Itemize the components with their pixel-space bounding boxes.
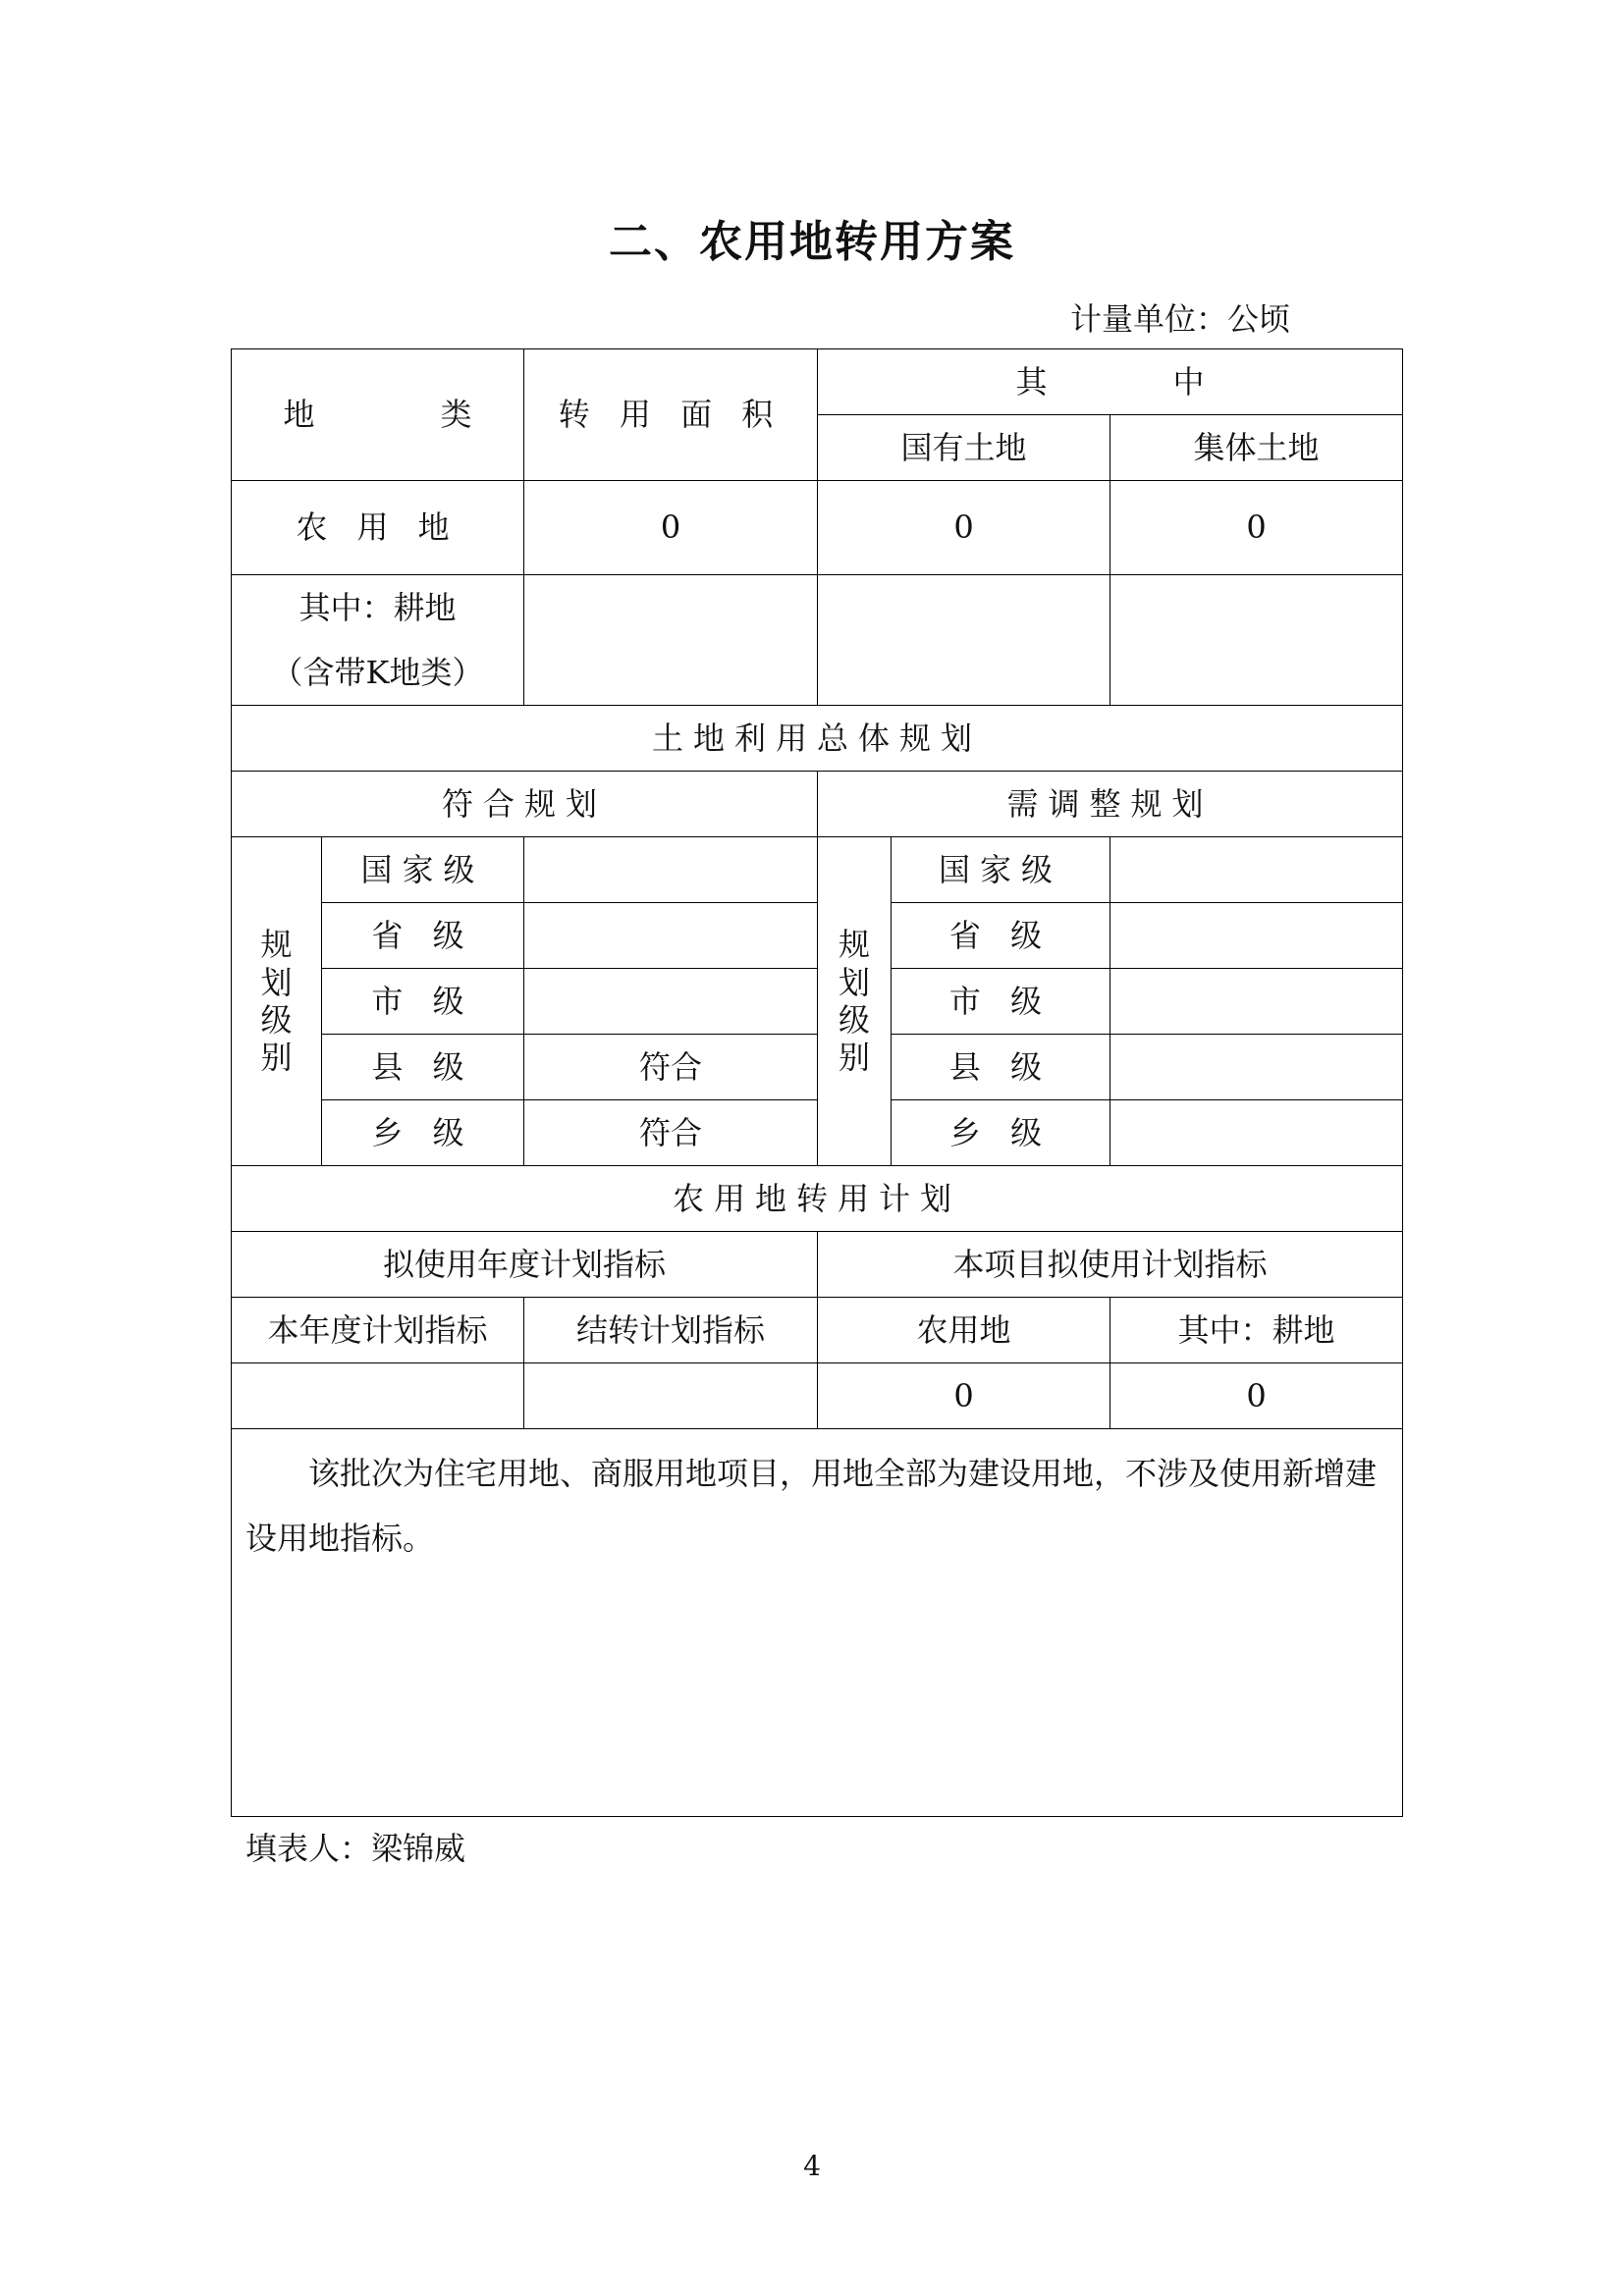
level-char: 划 xyxy=(839,963,871,1001)
level-township: 乡 级 xyxy=(322,1100,524,1166)
row-cultivated-line1: 其中：耕地 xyxy=(298,589,457,626)
header-collective-land: 集体土地 xyxy=(1110,415,1403,481)
plan-level-label-left xyxy=(232,837,322,1166)
adjust-municipal xyxy=(1110,969,1403,1035)
row-agri-state: 0 xyxy=(818,481,1110,575)
adjust-township xyxy=(1110,1100,1403,1166)
header-state-land: 国有土地 xyxy=(818,415,1110,481)
level-municipal: 市 级 xyxy=(322,969,524,1035)
level-char: 别 xyxy=(260,1039,293,1077)
conform-national xyxy=(524,837,818,903)
level-char: 规 xyxy=(260,926,293,964)
header-land-type: 地 类 xyxy=(232,349,524,481)
adjust-level-county: 县 级 xyxy=(892,1035,1110,1100)
level-char: 规 xyxy=(839,926,871,964)
adjust-provincial xyxy=(1110,903,1403,969)
sub-header-agri: 农用地 xyxy=(818,1298,1110,1363)
adjust-level-national: 国家级 xyxy=(892,837,1110,903)
conform-county: 符合 xyxy=(524,1035,818,1100)
plan-level-label-right xyxy=(818,837,892,1166)
filler-label: 填表人：梁锦威 xyxy=(245,1830,466,1867)
header-converted-area: 转 用 面 积 xyxy=(524,349,818,481)
row-cultivated-area xyxy=(524,575,818,706)
row-agri-collective: 0 xyxy=(1110,481,1403,575)
quota-carryover xyxy=(524,1363,818,1429)
plan-conform-heading: 符合规划 xyxy=(232,772,818,837)
adjust-level-township: 乡 级 xyxy=(892,1100,1110,1166)
level-char: 级 xyxy=(260,1001,293,1039)
adjust-level-municipal: 市 级 xyxy=(892,969,1110,1035)
header-of-which: 其 中 xyxy=(818,349,1403,415)
quota-agri: 0 xyxy=(818,1363,1110,1429)
project-quota-heading: 本项目拟使用计划指标 xyxy=(818,1232,1403,1298)
conform-township: 符合 xyxy=(524,1100,818,1166)
conform-municipal xyxy=(524,969,818,1035)
row-agri-label: 农 用 地 xyxy=(232,481,524,575)
conform-provincial xyxy=(524,903,818,969)
level-provincial: 省 级 xyxy=(322,903,524,969)
row-cultivated-collective xyxy=(1110,575,1403,706)
plan-section-heading: 土地利用总体规划 xyxy=(232,706,1403,772)
page-number: 4 xyxy=(803,2150,821,2182)
row-cultivated-state xyxy=(818,575,1110,706)
sub-header-current-year: 本年度计划指标 xyxy=(232,1298,524,1363)
level-char: 别 xyxy=(839,1039,871,1077)
adjust-national xyxy=(1110,837,1403,903)
quota-cultivated: 0 xyxy=(1110,1363,1403,1429)
row-cultivated-label xyxy=(232,575,524,706)
conversion-table xyxy=(231,348,1403,1817)
note-cell: 该批次为住宅用地、商服用地项目，用地全部为建设用地，不涉及使用新增建设用地指标。 xyxy=(232,1429,1403,1817)
conversion-plan-heading: 农用地转用计划 xyxy=(232,1166,1403,1232)
adjust-level-provincial: 省 级 xyxy=(892,903,1110,969)
level-county: 县 级 xyxy=(322,1035,524,1100)
sub-header-cultivated: 其中：耕地 xyxy=(1110,1298,1403,1363)
row-cultivated-line2: （含带K地类） xyxy=(271,654,484,691)
level-char: 划 xyxy=(260,963,293,1001)
adjust-county xyxy=(1110,1035,1403,1100)
page-title: 二、农用地转用方案 xyxy=(609,217,1015,267)
quota-current-year xyxy=(232,1363,524,1429)
annual-quota-heading: 拟使用年度计划指标 xyxy=(232,1232,818,1298)
level-national: 国家级 xyxy=(322,837,524,903)
row-agri-area: 0 xyxy=(524,481,818,575)
sub-header-carryover: 结转计划指标 xyxy=(524,1298,818,1363)
level-char: 级 xyxy=(839,1001,871,1039)
unit-label: 计量单位：公顷 xyxy=(1070,300,1291,338)
plan-adjust-heading: 需调整规划 xyxy=(818,772,1403,837)
